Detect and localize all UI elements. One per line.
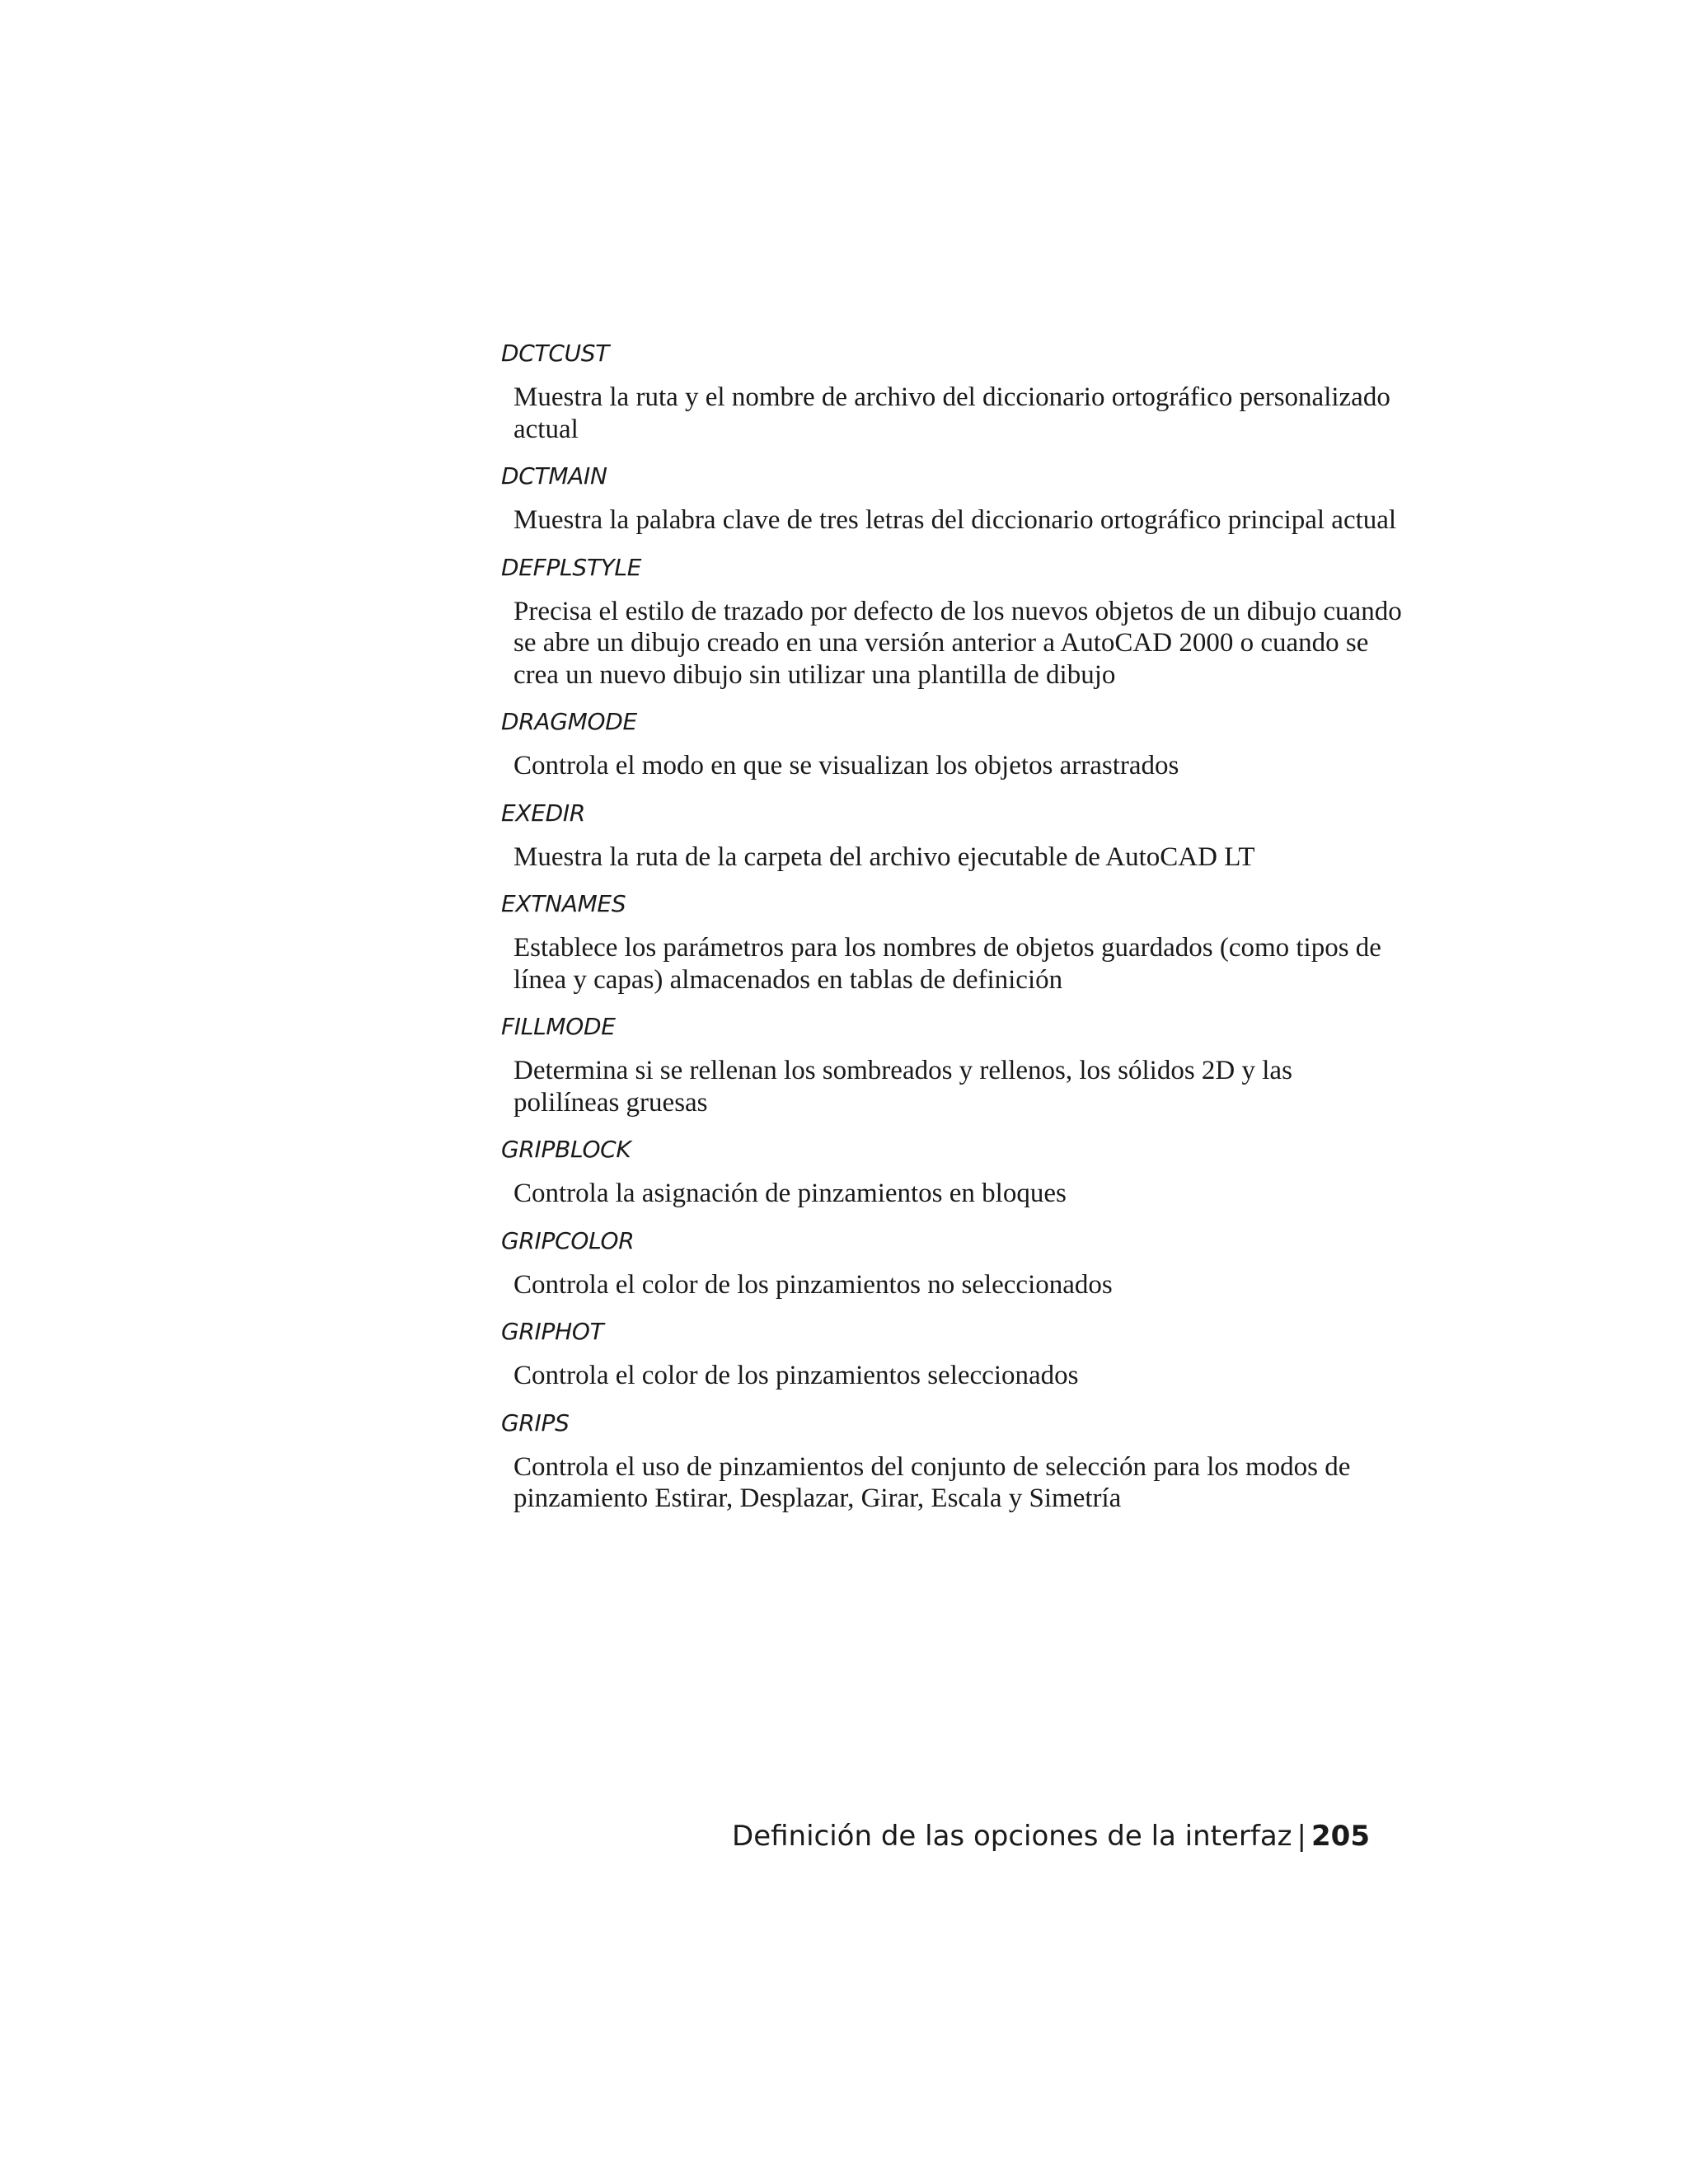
entry-defplstyle bbox=[501, 552, 1408, 691]
term: DCTCUST bbox=[501, 340, 610, 367]
footer-separator: | bbox=[1296, 1820, 1307, 1853]
term: GRIPBLOCK bbox=[501, 1136, 631, 1163]
footer-section-title: Definición de las opciones de la interfaz bbox=[732, 1820, 1292, 1853]
term: EXEDIR bbox=[501, 799, 586, 827]
term: DEFPLSTYLE bbox=[501, 553, 642, 581]
entry-dragmode bbox=[501, 706, 1408, 782]
entry-dctmain bbox=[501, 461, 1408, 537]
term: FILLMODE bbox=[501, 1013, 616, 1040]
page-footer bbox=[0, 1818, 1370, 1854]
entry-dctcust bbox=[501, 338, 1408, 445]
description: Precisa el estilo de trazado por defecto de los nuevos objetos de un dibujo cuando se abre un dibujo creado en una versión anterior a AutoCAD 2000 o cuando se crea un nuevo dibujo sin utilizar una plantilla de dibujo bbox=[513, 596, 1402, 690]
description: Muestra la palabra clave de tres letras del diccionario ortográfico principal actual bbox=[513, 505, 1397, 535]
term: GRIPCOLOR bbox=[501, 1226, 635, 1254]
entry-gripcolor bbox=[501, 1226, 1408, 1301]
description: Controla la asignación de pinzamientos en bloques bbox=[513, 1179, 1067, 1208]
description: Controla el color de los pinzamientos seleccionados bbox=[513, 1361, 1079, 1390]
term: GRIPHOT bbox=[501, 1318, 604, 1345]
entry-extnames bbox=[501, 888, 1408, 996]
entry-fillmode bbox=[501, 1011, 1408, 1118]
term: GRIPS bbox=[501, 1408, 570, 1436]
page-number: 205 bbox=[1311, 1820, 1370, 1853]
entry-grips bbox=[501, 1408, 1408, 1515]
term: DCTMAIN bbox=[501, 462, 607, 490]
description: Muestra la ruta de la carpeta del archivo ejecutable de AutoCAD LT bbox=[513, 841, 1255, 872]
description: Muestra la ruta y el nombre de archivo del diccionario ortográfico personalizado actual bbox=[513, 382, 1390, 444]
entry-griphot bbox=[501, 1316, 1408, 1392]
description: Establece los parámetros para los nombres de objetos guardados (como tipos de línea y capas) almacenados en tablas de definición bbox=[513, 933, 1381, 995]
term: DRAGMODE bbox=[501, 708, 637, 735]
description: Determina si se rellenan los sombreados y rellenos, los sólidos 2D y las polilíneas gruesas bbox=[513, 1056, 1292, 1118]
entry-gripblock bbox=[501, 1134, 1408, 1210]
term: EXTNAMES bbox=[501, 890, 626, 917]
variable-list bbox=[501, 338, 1408, 1530]
description: Controla el modo en que se visualizan los objetos arrastrados bbox=[513, 751, 1179, 780]
entry-exedir bbox=[501, 798, 1408, 874]
description: Controla el color de los pinzamientos no seleccionados bbox=[513, 1269, 1113, 1300]
description: Controla el uso de pinzamientos del conjunto de selección para los modos de pinzamiento Estirar, Desplazar, Girar, Escala y Simetría bbox=[513, 1451, 1351, 1513]
